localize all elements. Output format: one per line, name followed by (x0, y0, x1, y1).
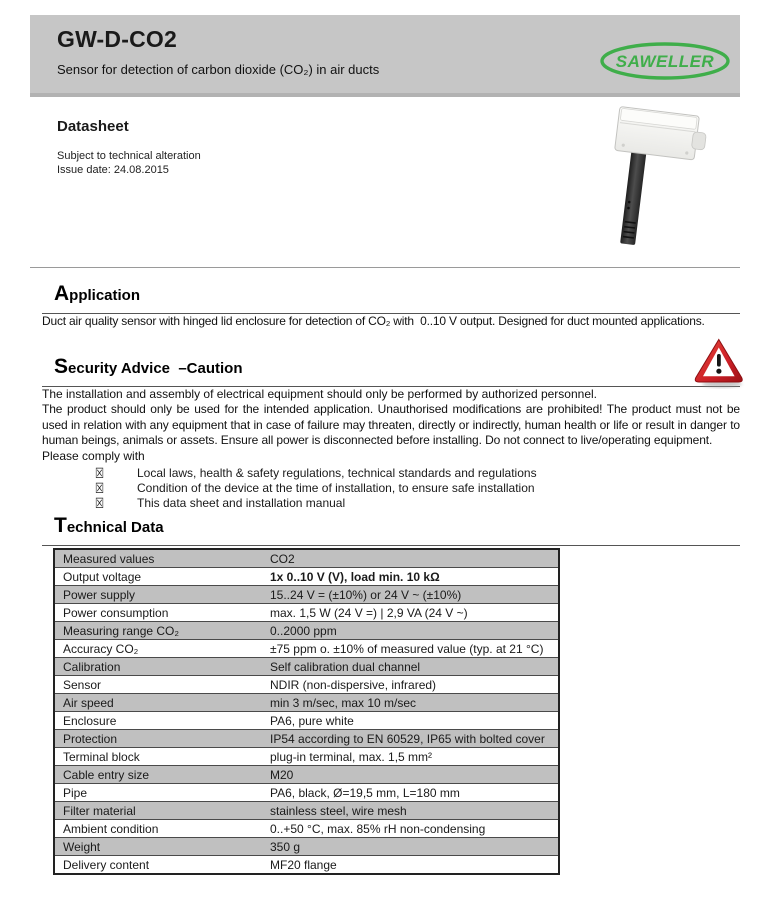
comply-item (95, 481, 740, 496)
spec-label: Protection (63, 731, 118, 746)
comply-item (95, 466, 740, 481)
spec-value: CO2 (270, 551, 295, 566)
spec-label: Weight (63, 839, 101, 854)
spec-value: NDIR (non-dispersive, infrared) (270, 677, 437, 692)
spec-value: Self calibration dual channel (270, 659, 421, 674)
issue-date: Issue date: 24.08.2015 (57, 164, 169, 176)
spec-label: Power consumption (63, 605, 169, 620)
spec-row (55, 694, 558, 712)
document-meta (57, 118, 201, 177)
spec-value: PA6, pure white (270, 713, 354, 728)
spec-label: Output voltage (63, 569, 142, 584)
document-body (42, 283, 740, 875)
spec-label: Filter material (63, 803, 136, 818)
spec-value: min 3 m/sec, max 10 m/sec (270, 695, 417, 710)
product-title: GW-D-CO2 (57, 26, 177, 52)
security-paragraph-2: The product should only be used for the intended application. Unauthorised modifications are prohibited! The product must not be used in relation with any equipment that in case of failure may threaten, directly or indirectly, human health or life or result in danger to human beings, animals or assets. Ensure all power is disconnected before installing. Do not connect to live/operating equipment. (42, 402, 740, 447)
spec-row (55, 586, 558, 604)
comply-item-text: Local laws, health & safety regulations, technical standards and regulations (137, 466, 537, 480)
spec-row (55, 550, 558, 568)
spec-value: 0..2000 ppm (270, 623, 337, 638)
spec-label: Measuring range CO₂ (63, 623, 180, 638)
spec-label: Measured values (63, 551, 155, 566)
spec-row (55, 658, 558, 676)
spec-label: Terminal block (63, 749, 140, 764)
spec-value: stainless steel, wire mesh (270, 803, 407, 818)
spec-row (55, 838, 558, 856)
spec-label: Accuracy CO₂ (63, 641, 139, 656)
spec-label: Sensor (63, 677, 102, 692)
spec-label: Cable entry size (63, 767, 150, 782)
comply-item (95, 496, 740, 511)
spec-row (55, 784, 558, 802)
saweller-brand-logo (598, 41, 732, 81)
application-heading: Application (42, 283, 740, 314)
spec-row (55, 604, 558, 622)
security-section (42, 356, 740, 512)
spec-row (55, 820, 558, 838)
spec-row (55, 712, 558, 730)
spec-value: ±75 ppm o. ±10% of measured value (typ. at 21 °C) (270, 641, 544, 656)
spec-label: Power supply (63, 587, 136, 602)
spec-row (55, 568, 558, 586)
spec-row (55, 640, 558, 658)
section-divider (30, 267, 740, 268)
spec-row (55, 856, 558, 873)
comply-item-text: Condition of the device at the time of installation, to ensure safe installation (137, 481, 535, 495)
spec-row (55, 766, 558, 784)
page-header (30, 15, 740, 97)
checked-checkbox-icon: ☒ (95, 480, 105, 496)
datasheet-heading: Datasheet (57, 118, 129, 135)
spec-table (53, 548, 560, 875)
spec-row (55, 622, 558, 640)
spec-value: 0..+50 °C, max. 85% rH non-condensing (270, 821, 486, 836)
checked-checkbox-icon: ☒ (95, 495, 105, 511)
spec-value: 350 g (270, 839, 301, 854)
security-paragraph-1: The installation and assembly of electrical equipment should only be performed by authorized personnel. (42, 386, 597, 401)
spec-value: 1x 0..10 V (V), load min. 10 kΩ (270, 569, 440, 584)
saweller-logo-text: SAWELLER (615, 52, 715, 71)
comply-item-text: This data sheet and installation manual (137, 496, 346, 510)
application-text: Duct air quality sensor with hinged lid enclosure for detection of CO₂ with 0..10 V output. Designed for duct mounted applications. (42, 314, 705, 328)
alteration-note: Subject to technical alteration (57, 150, 201, 162)
spec-row (55, 802, 558, 820)
checked-checkbox-icon: ☒ (95, 465, 105, 481)
duct-sensor-photo (595, 103, 725, 253)
spec-label: Ambient condition (63, 821, 159, 836)
spec-value: plug-in terminal, max. 1,5 mm² (270, 749, 433, 764)
warning-triangle-icon (692, 337, 746, 389)
spec-label: Air speed (63, 695, 114, 710)
spec-label: Calibration (63, 659, 121, 674)
spec-row (55, 676, 558, 694)
spec-value: M20 (270, 767, 294, 782)
spec-label: Pipe (63, 785, 88, 800)
sensor-probe (620, 144, 647, 245)
spec-value: PA6, black, Ø=19,5 mm, L=180 mm (270, 785, 460, 800)
technical-data-heading: Technical Data (42, 515, 740, 546)
spec-row (55, 730, 558, 748)
spec-value: MF20 flange (270, 857, 337, 872)
sensor-enclosure (615, 107, 709, 162)
comply-list (42, 466, 740, 511)
spec-row (55, 748, 558, 766)
comply-intro: Please comply with (42, 448, 145, 463)
spec-label: Enclosure (63, 713, 117, 728)
spec-value: max. 1,5 W (24 V =) | 2,9 VA (24 V ~) (270, 605, 468, 620)
security-heading: Security Advice –Caution (42, 356, 740, 387)
spec-label: Delivery content (63, 857, 150, 872)
spec-value: IP54 according to EN 60529, IP65 with bolted cover (270, 731, 545, 746)
spec-value: 15..24 V = (±10%) or 24 V ~ (±10%) (270, 587, 462, 602)
product-subtitle: Sensor for detection of carbon dioxide (CO₂) in air ducts (57, 62, 380, 77)
